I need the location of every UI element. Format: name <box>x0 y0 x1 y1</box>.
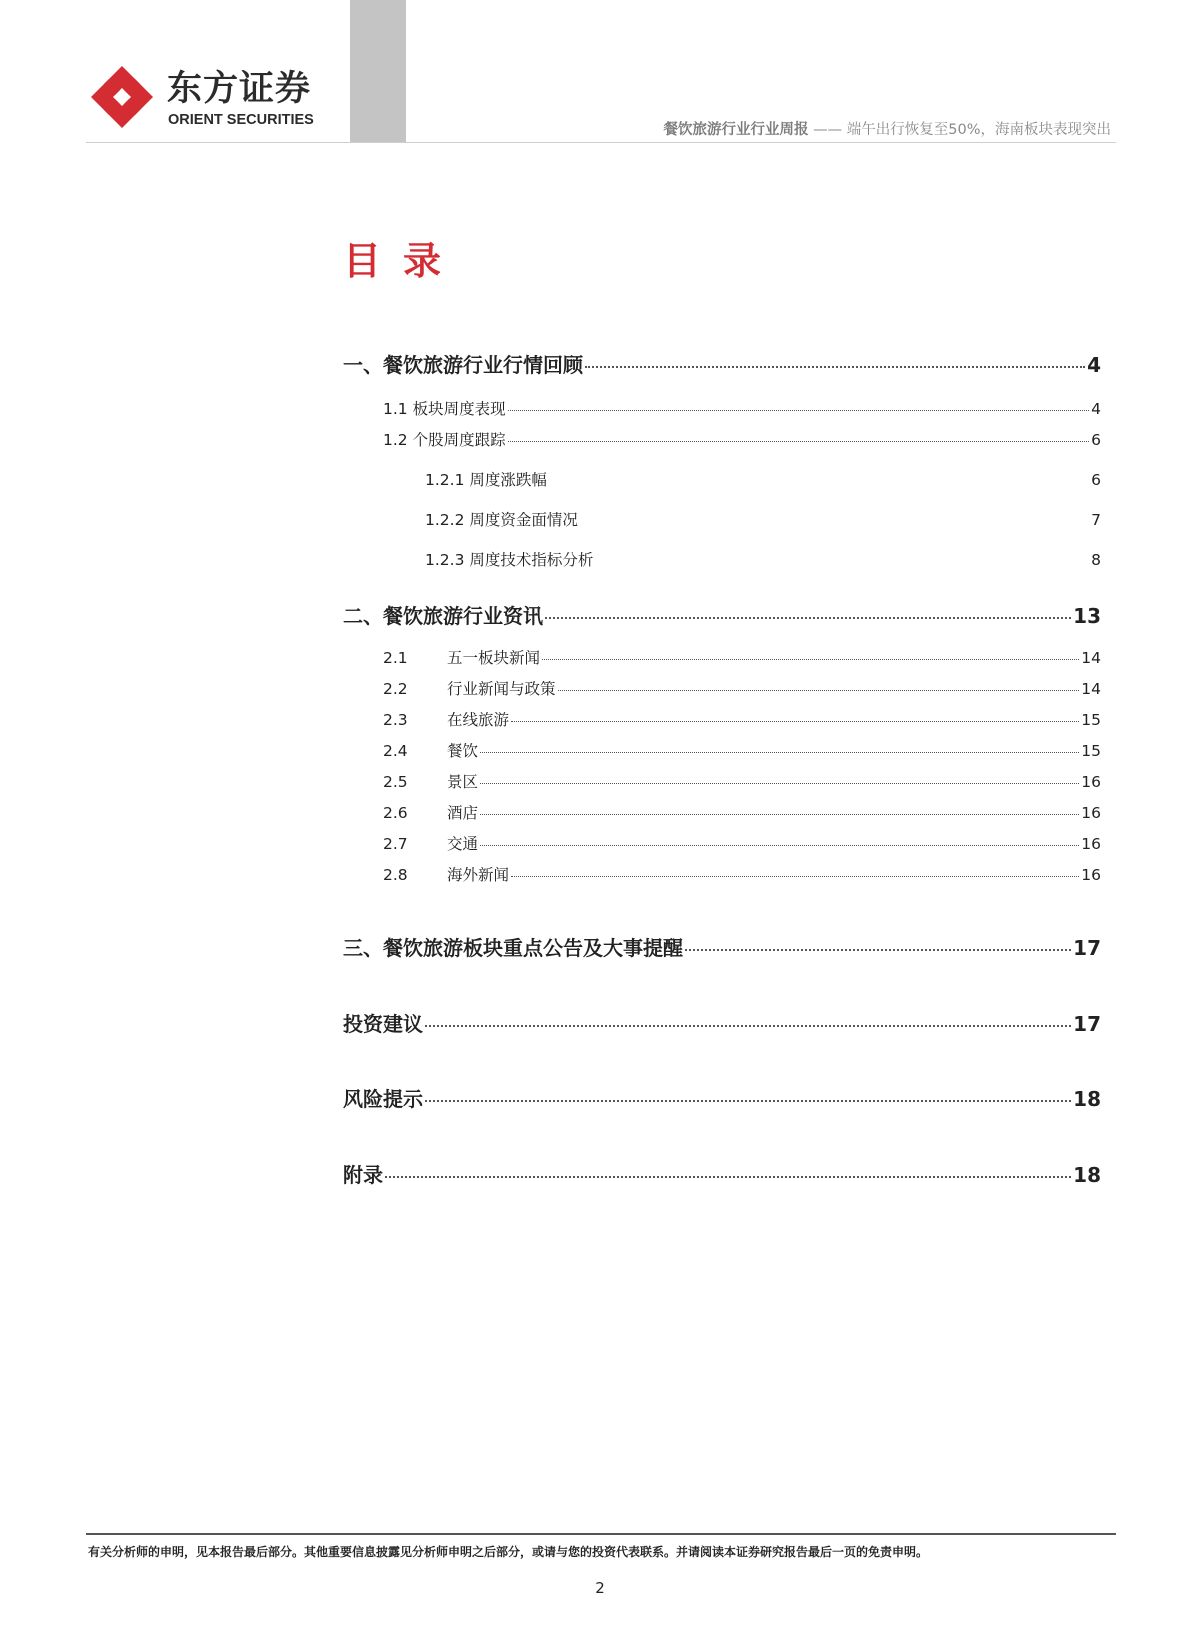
toc-entry-section-1[interactable] <box>343 349 1101 377</box>
logo-chinese-name: 东方证券 <box>167 69 312 109</box>
toc-entry-number: 2.7 <box>383 835 408 853</box>
toc-entry-1-2-3[interactable] <box>425 548 1101 570</box>
toc-entry-page: 4 <box>1091 400 1101 418</box>
toc-entry-number: 2.5 <box>383 773 408 791</box>
toc-entry-2-7[interactable] <box>383 832 1101 854</box>
toc-entry-number: 2.2 <box>383 680 408 698</box>
toc-entry-2-5[interactable] <box>383 770 1101 792</box>
toc-entry-page: 8 <box>1091 551 1101 569</box>
logo-english-name: ORIENT SECURITIES <box>168 112 314 128</box>
toc-entry-page: 17 <box>1073 1012 1101 1036</box>
toc-entry-page: 14 <box>1081 649 1101 667</box>
toc-entry-2-4[interactable] <box>383 739 1101 761</box>
toc-entry-page: 15 <box>1081 711 1101 729</box>
toc-entry-label: 1.1 板块周度表现 <box>383 400 506 418</box>
toc-leader-dots <box>585 366 1085 368</box>
report-series-title: 餐饮旅游行业行业周报 <box>663 122 809 138</box>
toc-heading: 目录 <box>343 239 464 283</box>
page-number: 2 <box>595 1579 605 1597</box>
toc-entry-page: 16 <box>1081 866 1101 884</box>
toc-entry-1-1[interactable] <box>383 397 1101 419</box>
toc-entry-number: 2.1 <box>383 649 408 667</box>
toc-leader-dots <box>425 1025 1071 1027</box>
toc-leader-dots <box>511 721 1079 722</box>
toc-entry-page: 6 <box>1091 471 1101 489</box>
toc-leader-dots <box>480 752 1079 753</box>
title-dash: —— <box>808 122 847 138</box>
toc-entry-number: 2.6 <box>383 804 408 822</box>
toc-leader-dots <box>508 410 1090 411</box>
toc-leader-dots <box>385 1176 1071 1178</box>
toc-entry-label: 1.2.1 周度涨跌幅 <box>425 471 547 489</box>
toc-entry-page: 15 <box>1081 742 1101 760</box>
toc-entry-page: 18 <box>1073 1087 1101 1111</box>
toc-entry-section-2[interactable] <box>343 600 1101 628</box>
toc-entry-label: 三、餐饮旅游板块重点公告及大事提醒 <box>343 936 683 960</box>
footer-disclaimer: 有关分析师的申明，见本报告最后部分。其他重要信息披露见分析师申明之后部分，或请与您的投资代表联系。并请阅读本证券研究报告最后一页的免责申明。 <box>88 1545 929 1559</box>
toc-entry-label: 景区 <box>447 773 479 791</box>
toc-entry-page: 13 <box>1073 604 1101 628</box>
toc-entry-1-2[interactable] <box>383 428 1101 450</box>
toc-entry-1-2-1[interactable] <box>425 468 1101 490</box>
toc-entry-label: 海外新闻 <box>447 866 510 884</box>
toc-leader-dots <box>508 441 1090 442</box>
toc-leader-dots <box>480 783 1079 784</box>
toc-entry-label: 餐饮 <box>447 742 479 760</box>
toc-entry-label: 行业新闻与政策 <box>447 680 556 698</box>
toc-entry-1-2-2[interactable] <box>425 508 1101 530</box>
toc-entry-page: 7 <box>1091 511 1101 529</box>
toc-entry-risk-warning[interactable] <box>343 1083 1101 1111</box>
toc-entry-label: 1.2.2 周度资金面情况 <box>425 511 578 529</box>
toc-entry-page: 4 <box>1087 353 1101 377</box>
toc-entry-label: 在线旅游 <box>447 711 510 729</box>
toc-leader-dots <box>558 690 1080 691</box>
toc-leader-dots <box>545 617 1071 619</box>
toc-entry-2-3[interactable] <box>383 708 1101 730</box>
toc-leader-dots <box>480 845 1079 846</box>
toc-entry-page: 6 <box>1091 431 1101 449</box>
toc-entry-investment-advice[interactable] <box>343 1008 1101 1036</box>
toc-entry-appendix[interactable] <box>343 1159 1101 1187</box>
toc-leader-dots <box>511 876 1079 877</box>
toc-entry-page: 16 <box>1081 804 1101 822</box>
toc-entry-page: 18 <box>1073 1163 1101 1187</box>
toc-entry-2-6[interactable] <box>383 801 1101 823</box>
toc-entry-page: 16 <box>1081 835 1101 853</box>
toc-entry-page: 14 <box>1081 680 1101 698</box>
toc-entry-label: 五一板块新闻 <box>447 649 541 667</box>
toc-entry-label: 交通 <box>447 835 479 853</box>
toc-entry-label: 投资建议 <box>343 1012 423 1036</box>
toc-entry-label: 一、餐饮旅游行业行情回顾 <box>343 353 583 377</box>
toc-entry-page: 16 <box>1081 773 1101 791</box>
report-subtitle: 端午出行恢复至50%，海南板块表现突出 <box>846 122 1111 138</box>
toc-entry-page: 17 <box>1073 936 1101 960</box>
toc-entry-label: 1.2 个股周度跟踪 <box>383 431 506 449</box>
toc-leader-dots <box>542 659 1079 660</box>
toc-entry-section-3[interactable] <box>343 932 1101 960</box>
toc-entry-number: 2.3 <box>383 711 408 729</box>
toc-leader-dots <box>425 1100 1071 1102</box>
toc-entry-number: 2.4 <box>383 742 408 760</box>
toc-entry-2-1[interactable] <box>383 646 1101 668</box>
toc-entry-2-2[interactable] <box>383 677 1101 699</box>
toc-entry-label: 1.2.3 周度技术指标分析 <box>425 551 594 569</box>
footer-divider <box>86 1533 1116 1535</box>
toc-leader-dots <box>480 814 1079 815</box>
toc-entry-label: 风险提示 <box>343 1087 423 1111</box>
toc-entry-label: 二、餐饮旅游行业资讯 <box>343 604 543 628</box>
toc-entry-label: 附录 <box>343 1163 383 1187</box>
toc-entry-label: 酒店 <box>447 804 479 822</box>
toc-entry-2-8[interactable] <box>383 863 1101 885</box>
toc-entry-number: 2.8 <box>383 866 408 884</box>
toc-leader-dots <box>685 949 1071 951</box>
